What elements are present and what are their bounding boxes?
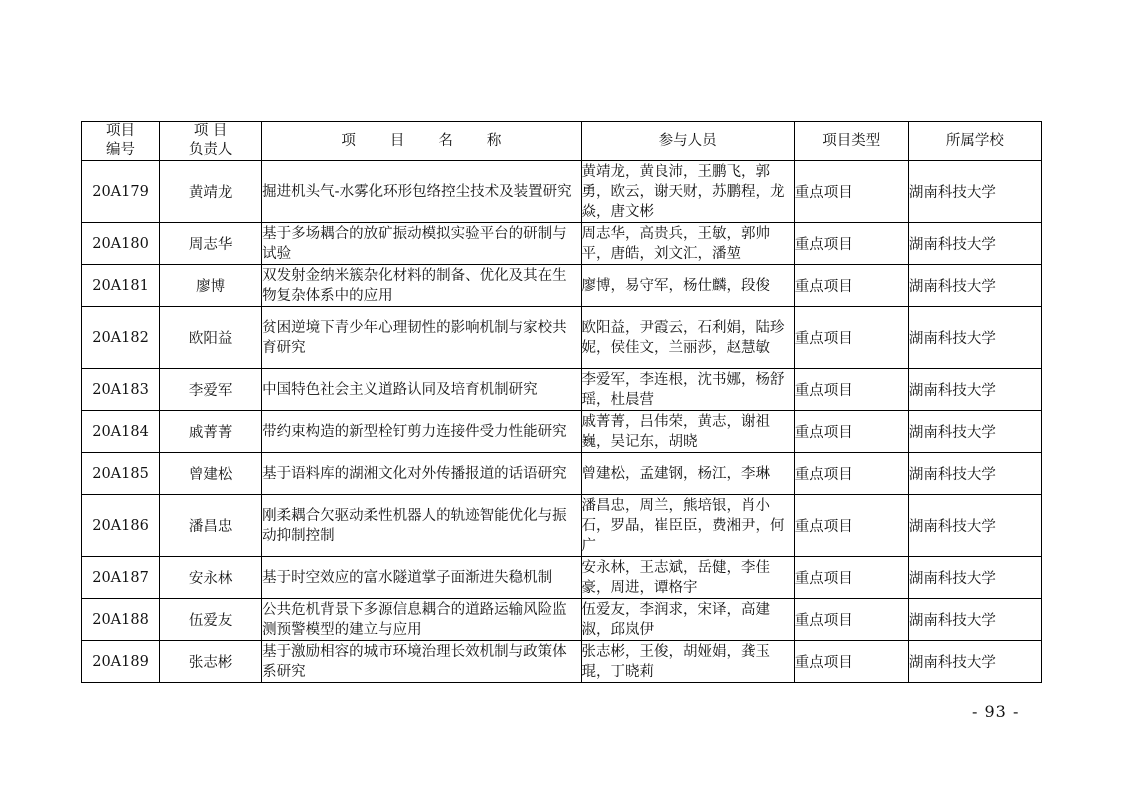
project-code-cell: 20A179 (82, 161, 160, 223)
project-code-cell: 20A182 (82, 307, 160, 369)
project-type-cell: 重点项目 (794, 495, 908, 557)
project-leader-cell: 黄靖龙 (160, 161, 262, 223)
project-leader-cell: 潘昌忠 (160, 495, 262, 557)
header-project-name: 项目名称 (262, 122, 581, 161)
project-leader-cell: 张志彬 (160, 641, 262, 683)
project-leader-cell: 李爱军 (160, 369, 262, 411)
project-name-cell: 掘进机头气-水雾化环形包络控尘技术及装置研究 (262, 161, 581, 223)
school-cell: 湖南科技大学 (908, 641, 1041, 683)
table-row (82, 411, 1042, 453)
school-cell: 湖南科技大学 (908, 411, 1041, 453)
table-row (82, 223, 1042, 265)
participants-cell: 潘昌忠，周兰，熊培银，肖小石，罗晶，崔臣臣，费湘尹，何广 (581, 495, 794, 557)
project-name-cell: 基于时空效应的富水隧道掌子面渐进失稳机制 (262, 557, 581, 599)
participants-cell: 戚菁菁，吕伟荣，黄志，谢祖巍，吴记东，胡晓 (581, 411, 794, 453)
project-name-cell: 贫困逆境下青少年心理韧性的影响机制与家校共育研究 (262, 307, 581, 369)
school-cell: 湖南科技大学 (908, 265, 1041, 307)
school-cell: 湖南科技大学 (908, 599, 1041, 641)
project-leader-cell: 戚菁菁 (160, 411, 262, 453)
header-project-code: 项目 编号 (82, 122, 160, 161)
project-name-cell: 双发射金纳米簇杂化材料的制备、优化及其在生物复杂体系中的应用 (262, 265, 581, 307)
project-leader-cell: 欧阳益 (160, 307, 262, 369)
project-type-cell: 重点项目 (794, 223, 908, 265)
participants-cell: 黄靖龙，黄良沛，王鹏飞，郭勇，欧云，谢天财，苏鹏程，龙焱，唐文彬 (581, 161, 794, 223)
project-code-cell: 20A189 (82, 641, 160, 683)
project-leader-cell: 曾建松 (160, 453, 262, 495)
table-row (82, 599, 1042, 641)
project-code-cell: 20A186 (82, 495, 160, 557)
participants-cell: 安永林，王志斌，岳健，李佳豪，周进，谭格宇 (581, 557, 794, 599)
participants-cell: 李爱军，李连根，沈书娜，杨舒瑶，杜晨营 (581, 369, 794, 411)
project-type-cell: 重点项目 (794, 265, 908, 307)
table-row (82, 369, 1042, 411)
project-leader-cell: 廖博 (160, 265, 262, 307)
school-cell: 湖南科技大学 (908, 495, 1041, 557)
project-leader-cell: 周志华 (160, 223, 262, 265)
school-cell: 湖南科技大学 (908, 369, 1041, 411)
participants-cell: 廖博，易守军，杨仕麟，段俊 (581, 265, 794, 307)
school-cell: 湖南科技大学 (908, 557, 1041, 599)
project-type-cell: 重点项目 (794, 411, 908, 453)
table-header-row (82, 122, 1042, 161)
project-type-cell: 重点项目 (794, 369, 908, 411)
table-row (82, 557, 1042, 599)
participants-cell: 伍爱友，李润求，宋译，高建淑，邱岚伊 (581, 599, 794, 641)
page-number: - 93 - (972, 702, 1020, 721)
participants-cell: 张志彬，王俊，胡娅娟，龚玉琨，丁晓莉 (581, 641, 794, 683)
project-code-cell: 20A180 (82, 223, 160, 265)
school-cell: 湖南科技大学 (908, 307, 1041, 369)
project-code-cell: 20A188 (82, 599, 160, 641)
participants-cell: 周志华，高贵兵，王敏，郭帅平，唐皓，刘文汇，潘堃 (581, 223, 794, 265)
table-row (82, 265, 1042, 307)
project-name-cell: 基于语料库的湖湘文化对外传播报道的话语研究 (262, 453, 581, 495)
project-leader-cell: 安永林 (160, 557, 262, 599)
project-code-cell: 20A185 (82, 453, 160, 495)
table-row (82, 495, 1042, 557)
project-type-cell: 重点项目 (794, 599, 908, 641)
project-name-cell: 刚柔耦合欠驱动柔性机器人的轨迹智能优化与振动抑制控制 (262, 495, 581, 557)
project-type-cell: 重点项目 (794, 557, 908, 599)
school-cell: 湖南科技大学 (908, 223, 1041, 265)
project-code-cell: 20A183 (82, 369, 160, 411)
table-row (82, 161, 1042, 223)
header-project-type: 项目类型 (794, 122, 908, 161)
table-row (82, 453, 1042, 495)
header-participants: 参与人员 (581, 122, 794, 161)
project-name-cell: 公共危机背景下多源信息耦合的道路运输风险监测预警模型的建立与应用 (262, 599, 581, 641)
project-type-cell: 重点项目 (794, 307, 908, 369)
project-type-cell: 重点项目 (794, 161, 908, 223)
project-code-cell: 20A184 (82, 411, 160, 453)
table-body (82, 161, 1042, 683)
school-cell: 湖南科技大学 (908, 161, 1041, 223)
school-cell: 湖南科技大学 (908, 453, 1041, 495)
participants-cell: 曾建松，孟建钢，杨江，李琳 (581, 453, 794, 495)
project-name-cell: 中国特色社会主义道路认同及培育机制研究 (262, 369, 581, 411)
table-row (82, 641, 1042, 683)
project-name-cell: 带约束构造的新型栓钉剪力连接件受力性能研究 (262, 411, 581, 453)
header-school: 所属学校 (908, 122, 1041, 161)
header-project-leader: 项 目 负责人 (160, 122, 262, 161)
project-name-cell: 基于多场耦合的放矿振动模拟实验平台的研制与试验 (262, 223, 581, 265)
project-code-cell: 20A187 (82, 557, 160, 599)
participants-cell: 欧阳益，尹霞云，石利娟，陆珍妮，侯佳文，兰丽莎，赵慧敏 (581, 307, 794, 369)
project-type-cell: 重点项目 (794, 453, 908, 495)
table-row (82, 307, 1042, 369)
project-leader-cell: 伍爱友 (160, 599, 262, 641)
project-name-cell: 基于激励相容的城市环境治理长效机制与政策体系研究 (262, 641, 581, 683)
project-table (81, 121, 1042, 683)
project-type-cell: 重点项目 (794, 641, 908, 683)
project-code-cell: 20A181 (82, 265, 160, 307)
